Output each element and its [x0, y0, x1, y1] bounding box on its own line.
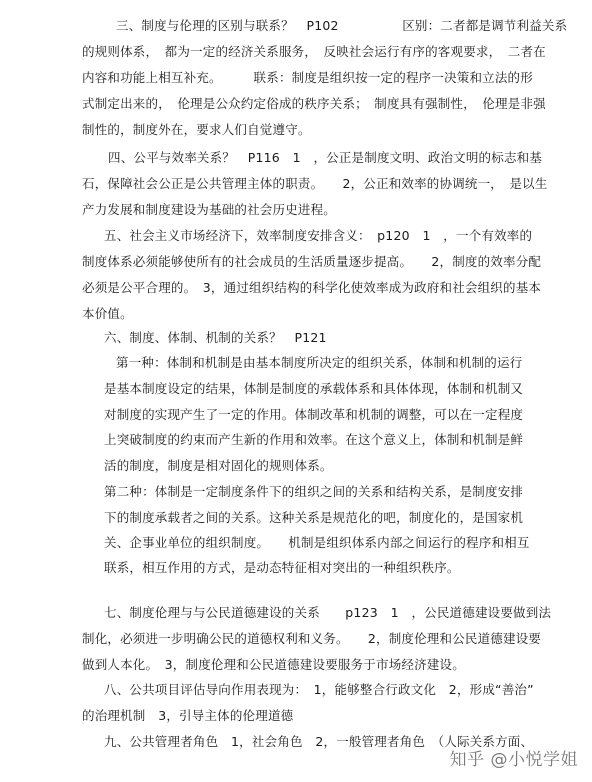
- text-line: 石，保障社会公正是公共管理主体的职责。 2，公正和效率的协调统一， 是以生: [82, 176, 548, 191]
- text-line: 上突破制度的约束而产生新的作用和效率。在这个意义上，体制和机制是鲜: [104, 432, 524, 447]
- text-line: 内容和功能上相互补充。 联系：制度是组织按一定的程序一决策和立法的形: [82, 70, 533, 85]
- text-line: 五、社会主义市场经济下，效率制度安排含义： p120 1 ，一个有效率的: [104, 228, 533, 243]
- text-line: 联系，相互作用的方式，是动态特征相对突出的一种组织秩序。: [104, 560, 460, 575]
- text-line: 必须是公平合理的。 3，通过组织结构的科学化使效率成为政府和社会组织的基本: [82, 280, 542, 295]
- text-line: 关、企事业单位的组织制度。 机制是组织体系内部之间运行的程序和相互: [104, 535, 530, 550]
- text-line: 制性的，制度外在，要求人们自觉遵守。: [82, 122, 311, 137]
- text-line: 制度体系必须能够使所有的社会成员的生活质量逐步提高。 2，制度的效率分配: [82, 254, 542, 269]
- text-line: 三、制度与伦理的区别与联系？ P102 区别：二者都是调节利益关系: [116, 18, 568, 33]
- section-heading: 六、制度、体制、机制的关系？ P121: [104, 330, 327, 345]
- text-line: 第二种：体制是一定制度条件下的组织之间的关系和结构关系，是制度安排: [104, 484, 524, 499]
- text-line: 七、制度伦理与与公民道德建设的关系 p123 1 ，公民道德建设要做到法: [104, 605, 552, 620]
- text-line: 对制度的实现产生了一定的作用。体制改革和机制的调整，可以在一定程度: [104, 407, 524, 422]
- text-line: 的规则体系， 都为一定的经济关系服务， 反映社会运行有序的客观要求， 二者在: [82, 44, 546, 59]
- text-line: 制化，必须进一步明确公民的道德权利和义务。 2，制度伦理和公民道德建设要: [82, 631, 542, 646]
- text-line: 做到人本化。 3，制度伦理和公民道德建设要服务于市场经济建设。: [82, 657, 465, 672]
- text-line: 八、公共项目评估导向作用表现为： 1，能够整合行政文化 2，形成“善治”: [104, 682, 534, 697]
- text-line: 是基本制度设定的结果，体制是制度的承载体系和具体体现，体制和机制又: [104, 381, 524, 396]
- text-line: 九、公共管理者角色 1，社会角色 2，一般管理者角色 （人际关系方面、: [104, 734, 534, 749]
- text-line: 活的制度，制度是相对固化的规则体系。: [104, 458, 333, 473]
- text-line: 四、公平与效率关系？ P116 1 ，公正是制度文明、政治文明的标志和基: [108, 150, 543, 165]
- text-line: 产力发展和制度建设为基础的社会历史进程。: [82, 202, 337, 217]
- text-line: 本价值。: [82, 306, 133, 321]
- text-line: 第一种：体制和机制是由基本制度所决定的组织关系，体制和机制的运行: [116, 355, 523, 370]
- text-line: 下的制度承载者之间的关系。这种关系是规范化的吧，制度化的，是国家机: [104, 510, 524, 525]
- text-line: 式制定出来的， 伦理是公众约定俗成的秩序关系； 制度具有强制性， 伦理是非强: [82, 96, 546, 111]
- zhihu-watermark: 知乎 @小悦学姐: [449, 750, 578, 770]
- text-line: 的治理机制 3，引导主体的伦理道德: [82, 708, 294, 723]
